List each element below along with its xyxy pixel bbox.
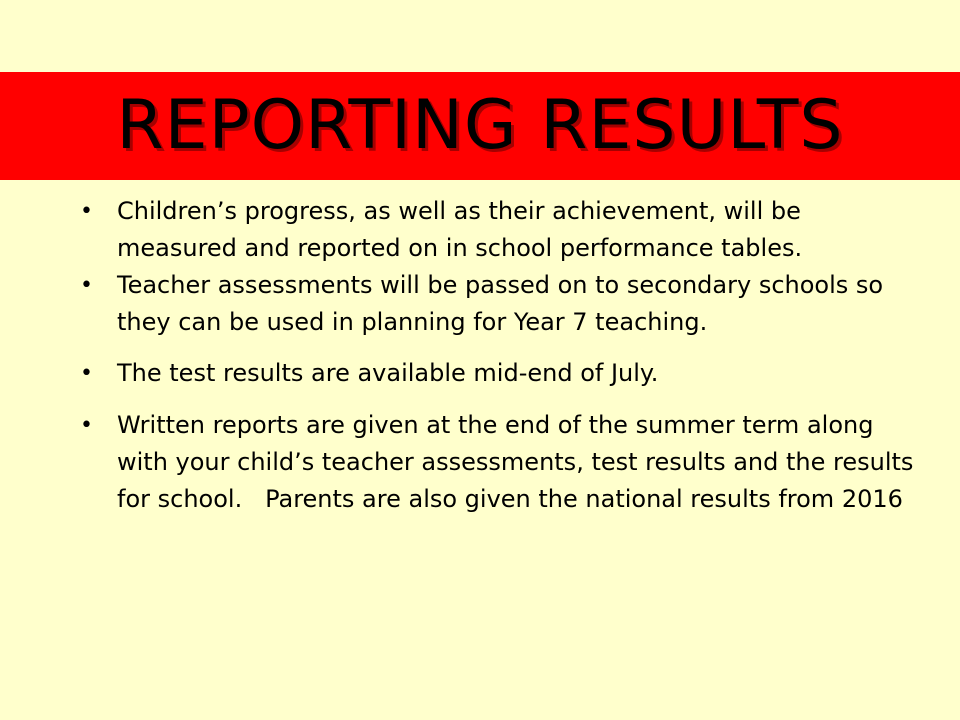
bullet-text: Teacher assessments will be passed on to secondary schools so they can be used in planning for Year 7 teaching.	[117, 271, 884, 336]
bullet-marker: •	[80, 273, 93, 298]
bullet-item-teacher-assessments	[80, 267, 920, 341]
bullet-marker: •	[80, 361, 93, 386]
bullet-text: Children’s progress, as well as their achievement, will be measured and reported on in school performance tables.	[117, 197, 803, 262]
bullet-item-written-reports	[80, 407, 920, 518]
bullet-text: The test results are available mid-end of July.	[117, 359, 659, 387]
bullet-list	[80, 193, 920, 518]
bullet-item-progress	[80, 193, 920, 267]
bullet-marker: •	[80, 199, 93, 224]
slide-title: REPORTING RESULTS	[116, 86, 844, 165]
bullet-item-test-results	[80, 355, 920, 392]
bullet-text: Written reports are given at the end of the summer term along with your child’s teacher assessments, test results and the results for school. Parents are also given the national results from 2016	[117, 411, 922, 513]
bullet-marker: •	[80, 413, 93, 438]
